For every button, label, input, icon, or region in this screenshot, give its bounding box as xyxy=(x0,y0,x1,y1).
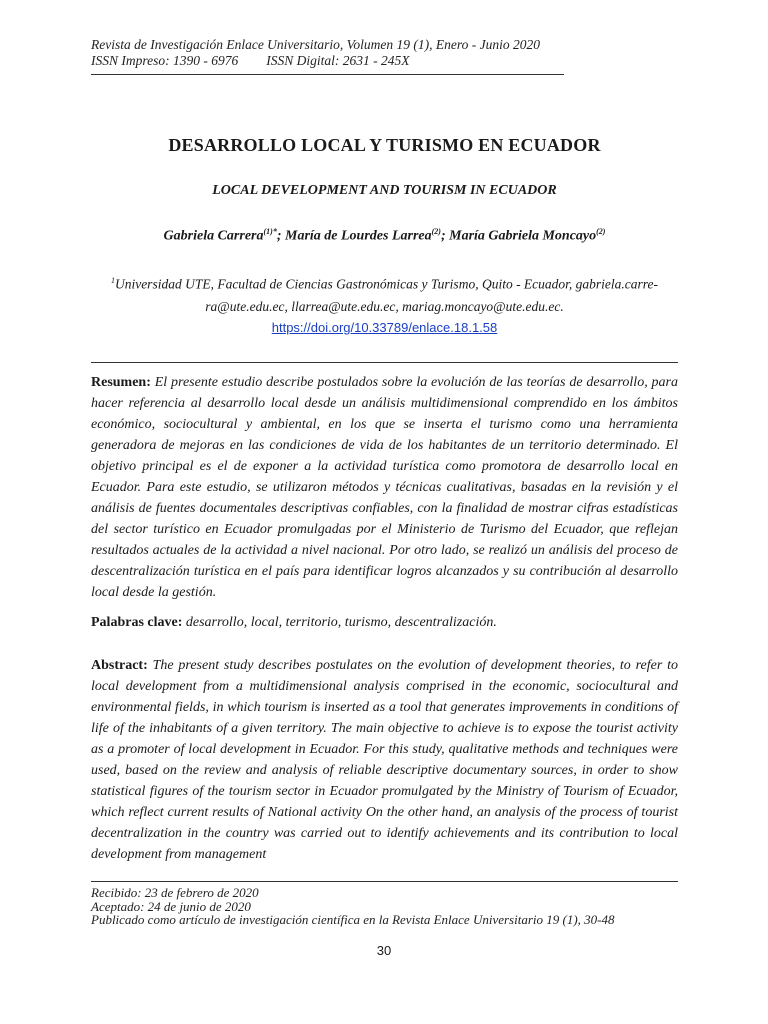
issn-digital: ISSN Digital: 2631 - 245X xyxy=(266,53,410,68)
keywords-label: Palabras clave: xyxy=(91,615,183,630)
journal-header xyxy=(91,37,561,69)
author-superscript: (1)* xyxy=(263,227,277,236)
doi xyxy=(91,320,678,336)
publication-note: Publicado como artículo de investigación científica en la Revista Enlace Universitario 19 (1), 30-48 xyxy=(91,912,615,927)
accepted-date: Aceptado: 24 de junio de 2020 xyxy=(91,898,251,914)
abstract-divider xyxy=(91,362,678,363)
resumen-text: El presente estudio describe postulados sobre la evolución de las teorías de desarrollo, para hacer referencia al desarrollo local desde un análisis multidimensional comprendido en los ámbitos económico, sociocultural y ambiental, en los que se inserta el turismo como una herramienta generadora de mejoras en las condiciones de vida de los habitantes de un territorio determinado. El objetivo principal es el de exponer a la actividad turística como promotora de desarrollo local en Ecuador. Para este estudio, se utilizaron métodos y técnicas cualitativas, basadas en la revisión y el análisis de fuentes documentales descriptivas confiables, con la finalidad de mostrar cifras estadísticas del sector turístico en Ecuador promulgadas por el Ministerio de Turismo del Ecuador, que reflejan resultados actuales de la actividad a nivel nacional. Por otro lado, se realizó un análisis del proceso de descentralización turística en el país para identificar logros alcanzados y su contribución al desarrollo local desde la gestión. xyxy=(91,375,678,600)
affiliation-text: Universidad UTE, Facultad de Ciencias Gastronómicas y Turismo, Quito - Ecuador, gabriela.carre-ra@ute.edu.ec, llarrea@ute.edu.ec, mariag.moncayo@ute.edu.ec. xyxy=(114,276,659,314)
received-date: Recibido: 23 de febrero de 2020 xyxy=(91,885,259,900)
keywords-paragraph xyxy=(91,612,678,633)
author-list xyxy=(91,227,678,245)
author-separator: ; xyxy=(440,228,450,244)
publication-dates xyxy=(91,886,678,927)
author-separator: ; xyxy=(276,228,285,244)
resumen-paragraph xyxy=(91,372,678,603)
author-name: María de Lourdes Larrea xyxy=(285,228,432,244)
affiliation xyxy=(91,270,678,318)
page-number: 30 xyxy=(376,943,392,958)
header-divider xyxy=(91,74,564,75)
author-superscript: (2) xyxy=(596,227,606,236)
issn-print: ISSN Impreso: 1390 - 6976 xyxy=(91,53,239,68)
author-superscript: (2) xyxy=(431,227,441,236)
resumen-label: Resumen: xyxy=(91,375,151,390)
paper-title: DESARROLLO LOCAL Y TURISMO EN ECUADOR xyxy=(168,135,601,155)
keywords-text: desarrollo, local, territorio, turismo, descentralización. xyxy=(182,615,497,630)
paper-subtitle: LOCAL DEVELOPMENT AND TOURISM IN ECUADOR xyxy=(212,183,557,198)
author-name: Gabriela Carrera xyxy=(163,228,264,244)
affiliation-superscript: 1 xyxy=(110,276,115,285)
footer-divider xyxy=(91,881,678,882)
issn-line xyxy=(91,53,561,69)
abstract-label: Abstract: xyxy=(91,658,148,673)
journal-line: Revista de Investigación Enlace Universitario, Volumen 19 (1), Enero - Junio 2020 xyxy=(91,37,541,52)
doi-link[interactable]: https://doi.org/10.33789/enlace.18.1.58 xyxy=(271,320,498,335)
author-name: María Gabriela Moncayo xyxy=(449,228,597,244)
abstract-paragraph xyxy=(91,655,678,865)
abstract-text: The present study describes postulates on the evolution of development theories, to refer to local development from a multidimensional analysis comprised in the economic, sociocultural and environmental fields, in which tourism is inserted as a tool that generates improvements in conditions of life of the inhabitants of a given territory. The main objective to achieve is to expose the tourist activity as a promoter of local development in Ecuador. For this study, qualitative methods and techniques were used, based on the review and analysis of reliable descriptive documentary sources, in order to show statistical figures of the tourism sector in Ecuador promulgated by the Ministry of Tourism of Ecuador, which reflect current results of National activity On the other hand, an analysis of the process of tourist decentralization in the country was carried out to identify achievements and its contribution to local development from management xyxy=(91,658,678,862)
